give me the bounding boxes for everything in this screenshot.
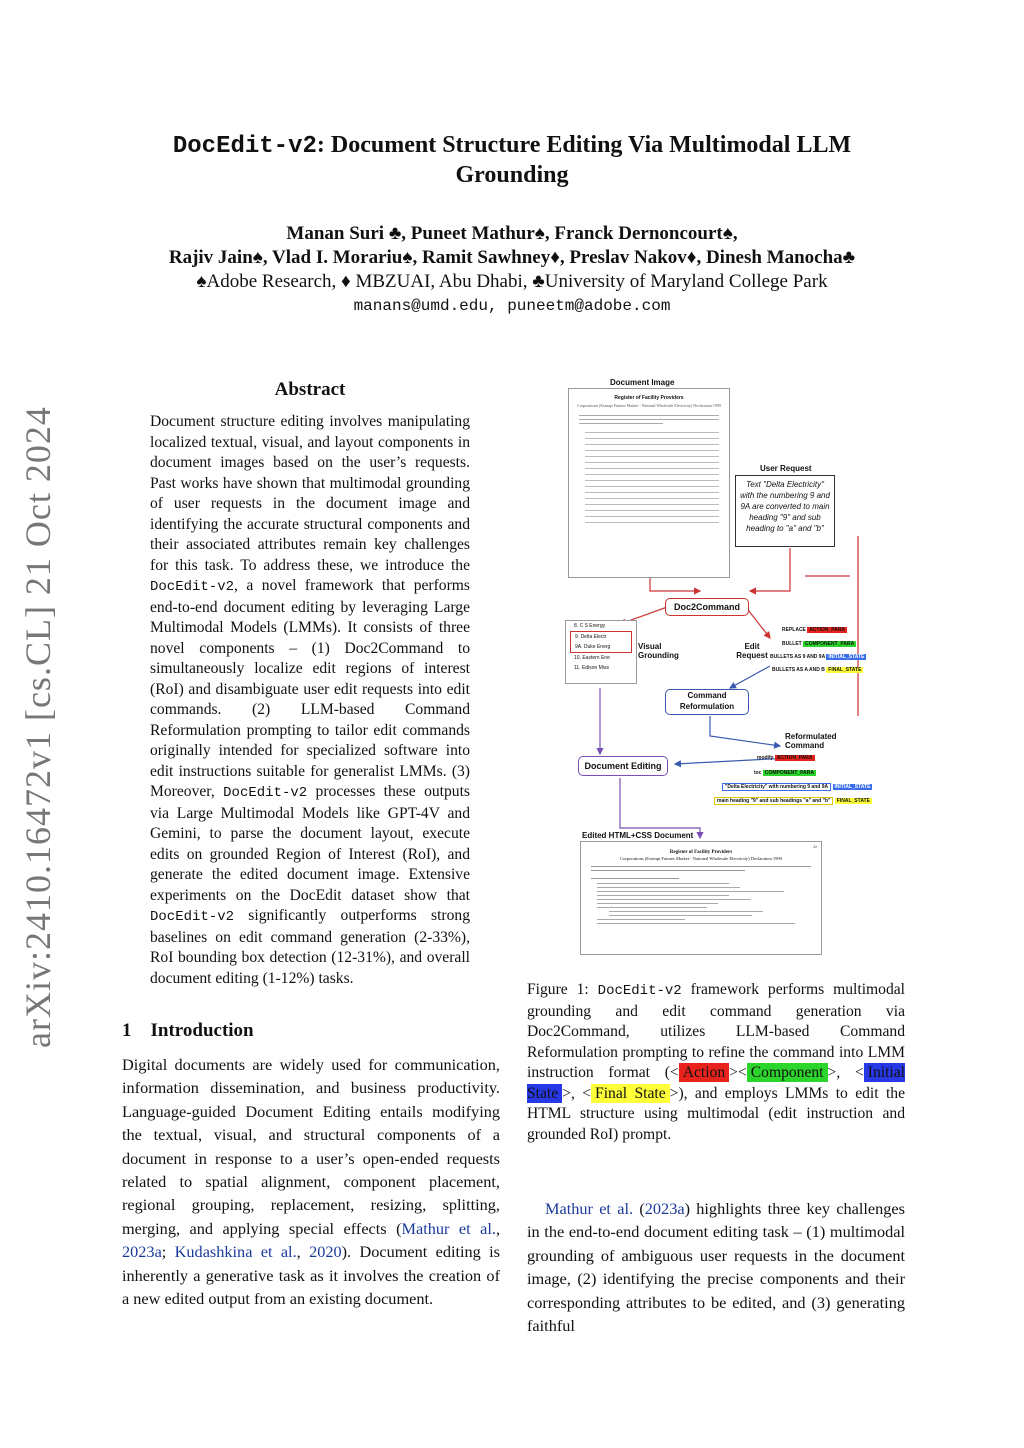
title-text: : Document Structure Editing Via Multimodal LLM: [316, 132, 852, 158]
cmd-bullets-as-9: BULLETS AS 9 AND 9A INITIAL_STATE: [770, 654, 865, 660]
reformulated-command-label: Reformulated Command: [785, 732, 837, 750]
crop-row: 11. Edison Miss: [574, 665, 609, 671]
grounded-crop: [565, 620, 637, 684]
edited-doc-title: Register of Facility Providers: [669, 850, 733, 855]
initial-state-tag: Initial State: [527, 1064, 905, 1102]
abstract-heading: Abstract: [274, 379, 346, 400]
system-name: DocEdit-v2: [150, 579, 235, 595]
command-reformulation-box: Command Reformulation: [665, 689, 749, 715]
crop-row: 9A. Duke Energ: [575, 644, 611, 650]
title-line-2: Grounding: [455, 162, 569, 188]
doc-thumbnail-lines: [579, 415, 719, 523]
citation-link[interactable]: 2020: [309, 1242, 342, 1262]
abstract-body: Document structure editing involves manipulating localized textual, visual, and layout components in document images based on the user’s requests. Past works have shown that multimodal grounding of user requests in the document image and identifying the accurate structural components and their associated attributes remain key challenges for this task. To address these, we introduce the DocEdit-v2, a novel framework that performs end-to-end document editing by leveraging Large Multimodal Models (LMMs). It consists of three novel components – (1) Doc2Command to simultaneously localize edit regions of interest (RoI) and disambiguate user edit requests into edit commands. (2) LLM-based Command Reformulation prompting to tailor edit commands originally intended for specialized software into edit instructions suitable for generalist LMMs. (3) Moreover, DocEdit-v2 processes these outputs via Large Multimodal Models like GPT-4V and Gemini, to parse the document layout, execute edits on grounded Region of Interest (RoI), and generate the edited document image. Extensive experiments on the DocEdit dataset show that DocEdit-v2 significantly outperforms strong baselines on edit command generation (2-33%), RoI bounding box detection (12-31%), and overall document editing (1-12%) tasks.: [150, 413, 470, 987]
affiliations: ♠Adobe Research, ♦ MBZUAI, Abu Dhabi, ♣University of Maryland College Park: [196, 271, 828, 292]
introduction-paragraph: Digital documents are widely used for communication, information dissemination, and business productivity. Language-guided Document Editing entails modifying the textual, visual, and structural components of a document in response to a user’s open-ended requests related to spatial alignment, component placement, regional grouping, replacement, resizing, splitting, merging, and applying special effects (Mathur et al., 2023a; Kudashkina et al., 2020). Document editing is inherently a generative task as it involves the creation of a new edited output from an existing document.: [122, 1055, 501, 1309]
document-image-thumbnail: [568, 388, 730, 578]
document-editing-box: Document Editing: [578, 756, 668, 776]
citation-link[interactable]: Mathur et al.: [401, 1218, 496, 1238]
ref-final-state: main heading "9" and sub headings "a" and "b" FINAL_STATE: [712, 797, 874, 805]
citation-link[interactable]: 2023a: [122, 1242, 162, 1262]
title-system-name: DocEdit-v2: [172, 133, 317, 160]
cmd-bullets-as-a: BULLETS AS A AND B FINAL_STATE: [772, 667, 862, 673]
visual-grounding-label: Visual Grounding: [638, 642, 679, 660]
ref-initial-state: "Delta Electricity" with numbering 9 and 9A INITIAL_STATE: [720, 783, 874, 791]
section-heading-introduction: 1 Introduction: [122, 1020, 254, 1041]
edited-document-label: Edited HTML+CSS Document: [582, 831, 694, 840]
crop-row: 10. Eastern Ene: [574, 655, 610, 661]
cmd-bullet: BULLET COMPONENT_PARA: [782, 641, 855, 647]
figure-1-caption: Figure 1: DocEdit-v2 framework performs multimodal grounding and edit command generation via Doc2Command, utilizes LLM-based Command Reformulation prompting to refine the command into LMM instruction format (< Action >< Component >, < Initial State >, < Final State >), and employs LMMs to edit the HTML structure using multimodal (edit instruction and grounded RoI) prompt.: [527, 981, 906, 1143]
system-name: DocEdit-v2: [223, 785, 308, 801]
doc-thumbnail-title: Register of Facility Providers: [614, 395, 684, 401]
user-request-box: Text "Delta Electricity" with the numbering 9 and 9A are converted to main heading "9" and sub heading to "a" and "b": [735, 475, 835, 547]
citation-link[interactable]: 2023a: [644, 1199, 685, 1218]
system-name: DocEdit-v2: [597, 983, 682, 999]
document-image-label: Document Image: [610, 378, 675, 387]
doc-thumbnail-subtitle: Corporations (Exempt Futures Market - National Wholesale Electricity) Declaration 1999: [577, 403, 721, 408]
crop-row: 9. Delta Electr: [575, 634, 607, 640]
edit-request-label: Edit Request: [736, 642, 768, 660]
ref-modify: modify ACTION_PARA: [757, 755, 813, 761]
citation-link[interactable]: Mathur et al.: [545, 1199, 634, 1218]
citation-link[interactable]: Kudashkina et al.: [174, 1242, 297, 1262]
cmd-replace: REPLACE ACTION_PARA: [782, 627, 846, 633]
right-column-paragraph: Mathur et al. (2023a) highlights three key challenges in the end-to-end document editing task – (1) multimodal grounding of ambiguous user requests in the document image, (2) identifying the precise components and their corresponding attributes to be edited, and (3) generating faithful: [527, 1199, 905, 1336]
authors-line-1: Manan Suri ♣, Puneet Mathur♠, Franck Dernoncourt♠,: [286, 223, 738, 244]
final-state-tag: Final State: [591, 1084, 670, 1103]
author-emails: manans@umd.edu, puneetm@adobe.com: [353, 297, 671, 315]
component-tag: Component: [747, 1063, 828, 1082]
system-name: DocEdit-v2: [150, 909, 235, 925]
crop-roi-highlight: [570, 631, 632, 653]
edited-page-number: 42: [813, 844, 817, 849]
figure-1-diagram: [560, 376, 870, 956]
user-request-label: User Request: [760, 464, 812, 473]
authors-line-2: Rajiv Jain♠, Vlad I. Morariu♠, Ramit Sawhney♦, Preslav Nakov♦, Dinesh Manocha♣: [168, 247, 856, 268]
author-block: [100, 222, 924, 318]
crop-row: 8. C S Energy: [574, 623, 606, 629]
edited-doc-subtitle: Corporations (Exempt Futures Market - National Wholesale Electricity) Declaration 1999: [620, 856, 782, 861]
edited-document-thumbnail: [580, 841, 822, 955]
edited-doc-lines: [591, 866, 811, 924]
ref-toc: toc COMPONENT_PARA: [754, 770, 814, 776]
action-tag: Action: [679, 1063, 729, 1082]
arxiv-identifier: arXiv:2410.16472v1 [cs.CL] 21 Oct 2024: [18, 406, 58, 1048]
doc2command-box: Doc2Command: [665, 598, 749, 616]
paper-title: [100, 131, 924, 189]
